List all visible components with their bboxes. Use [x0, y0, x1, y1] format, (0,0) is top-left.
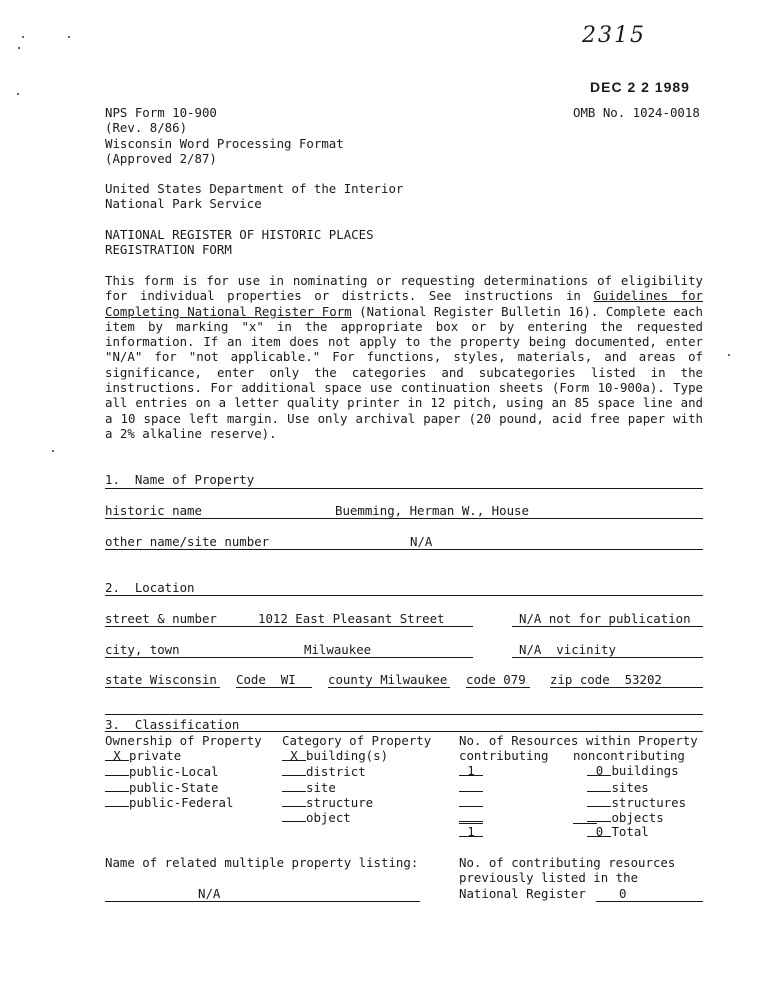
ownership-option: public-Federal: [105, 794, 233, 810]
contributing-count: 1: [459, 763, 483, 776]
resource-row: structures: [459, 794, 686, 810]
noncontributing-count: 0: [587, 763, 611, 776]
checkbox: X: [282, 748, 306, 761]
street-value: 1012 East Pleasant Street: [258, 611, 445, 626]
noncontributing-count: [587, 779, 611, 792]
section-2-heading: 2. Location: [105, 580, 195, 595]
checkbox: [105, 794, 129, 807]
category-header: Category of Property: [282, 733, 432, 748]
noncontributing-header: noncontributing: [573, 748, 685, 763]
rule: [105, 595, 703, 596]
guidelines-reference: Guidelines for Completing National Register Form: [105, 288, 703, 319]
category-option: structure: [282, 794, 373, 810]
ownership-header: Ownership of Property: [105, 733, 262, 748]
category-option: object: [282, 809, 351, 825]
form-header: NPS Form 10-900 (Rev. 8/86) Wisconsin Word Processing Format (Approved 2/87): [105, 105, 344, 166]
resource-total-row: 1 0 Total: [459, 824, 649, 839]
historic-name-label: historic name: [105, 503, 202, 518]
city-value: Milwaukee: [304, 642, 372, 657]
historic-name-value: Buemming, Herman W., House: [335, 503, 529, 518]
other-name-label: other name/site number: [105, 534, 270, 549]
rule: [105, 687, 220, 688]
multiple-listing-value: N/A: [198, 886, 221, 901]
checkbox: [282, 763, 306, 776]
rule: [105, 626, 473, 627]
omb-number: OMB No. 1024-0018: [573, 105, 700, 120]
noncontributing-count: [587, 794, 611, 807]
agency-name: United States Department of the Interior National Park Service: [105, 181, 404, 212]
scan-speck: [728, 354, 730, 356]
rule: [105, 714, 703, 715]
date-stamp: DEC 2 2 1989: [590, 79, 690, 95]
county-code: code 079: [466, 672, 526, 687]
section-1-heading: 1. Name of Property: [105, 472, 255, 487]
resource-row: sites: [459, 779, 649, 795]
category-option: district: [282, 763, 366, 779]
ownership-option: public-State: [105, 779, 219, 795]
vicinity: N/A vicinity: [519, 642, 616, 657]
rule: [550, 687, 703, 688]
rule: [105, 549, 703, 550]
not-for-publication: N/A not for publication: [519, 611, 691, 626]
resources-header: No. of Resources within Property: [459, 733, 698, 748]
scan-speck: [18, 47, 20, 49]
contributing-count: [459, 794, 483, 807]
other-name-value: N/A: [410, 534, 433, 549]
resource-row: 1 0 buildings: [459, 763, 679, 778]
zip-code: zip code 53202: [550, 672, 662, 687]
county: county Milwaukee: [328, 672, 448, 687]
rule: [105, 657, 473, 658]
scan-speck: [52, 450, 54, 452]
form-title: NATIONAL REGISTER OF HISTORIC PLACES REGISTRATION FORM: [105, 227, 374, 258]
section-3-heading: 3. Classification: [105, 717, 240, 732]
state: state Wisconsin: [105, 672, 217, 687]
category-option: site: [282, 779, 336, 795]
ownership-option: public-Local: [105, 763, 219, 779]
previously-listed-value: 0: [619, 886, 627, 901]
rule: [105, 488, 703, 489]
scan-speck: [68, 36, 70, 38]
contributing-count: [459, 779, 483, 792]
rule: [466, 687, 530, 688]
noncontributing-count: [587, 809, 611, 822]
rule: [512, 657, 703, 658]
rule: [105, 901, 420, 902]
checkbox: [105, 779, 129, 792]
checkbox: X: [105, 748, 129, 761]
checkbox: [282, 779, 306, 792]
instructions-paragraph: This form is for use in nominating or requesting determinations of eligibility for individual properties or districts. See instructions in Guidelines for Completing National Register Form (National Register Bulletin 16). Complete each item by marking "x" in the appropriate box or by entering the requested information. If an item does not apply to the property being documented, enter "N/A" for "not applicable." For functions, styles, materials, and areas of significance, enter only the categories and subcategories listed in the instructions. For additional space use continuation sheets (Form 10-900a). Type all entries on a letter quality printer in 12 pitch, using an 85 space line and a 10 space left margin. Use only archival paper (20 pound, acid free paper with a 2% alkaline reserve).: [105, 273, 703, 441]
checkbox: [105, 763, 129, 776]
contributing-count: [459, 809, 483, 822]
checkbox: [282, 809, 306, 822]
rule: [596, 901, 703, 902]
city-label: city, town: [105, 642, 180, 657]
contributing-total: 1: [459, 824, 483, 837]
previously-listed-label: No. of contributing resources previously listed in the National Register: [459, 855, 676, 901]
rule: [105, 731, 703, 732]
rule: [328, 687, 450, 688]
contributing-header: contributing: [459, 748, 549, 763]
resource-row: objects: [459, 809, 664, 825]
category-option: X building(s): [282, 748, 388, 763]
ownership-option: X private: [105, 748, 181, 763]
scan-speck: [22, 36, 24, 38]
rule: [236, 687, 312, 688]
state-code: Code WI: [236, 672, 296, 687]
noncontributing-total: 0: [587, 824, 611, 837]
multiple-listing-label: Name of related multiple property listing:: [105, 855, 419, 870]
handwritten-number: 2315: [582, 23, 646, 48]
street-label: street & number: [105, 611, 217, 626]
checkbox: [282, 794, 306, 807]
rule: [105, 518, 703, 519]
rule: [512, 626, 703, 627]
scan-speck: [17, 93, 19, 95]
